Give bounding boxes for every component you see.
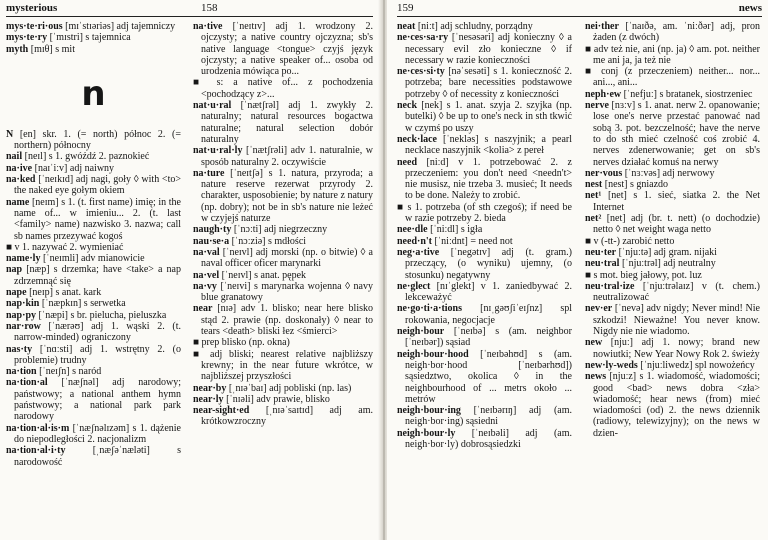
headword: na·vy xyxy=(193,280,217,292)
headword: near·ly xyxy=(193,393,224,405)
headword: nau·se·a xyxy=(193,235,230,247)
headword: neu·tral xyxy=(585,258,620,270)
dictionary-entry: nar·row [ˈnærəʊ] adj 1. wąski 2. (t. narrow-minded) ograniczony xyxy=(6,320,181,344)
headword: neigh·bour·hood xyxy=(397,348,469,360)
headword: na·tion·al·is·m xyxy=(6,422,70,434)
headword: neigh·bour·ly xyxy=(397,427,456,439)
headword: neph·ew xyxy=(585,88,622,100)
dictionary-entry: neigh·bour·ing [ˈneɪbərɪŋ] adj (am. neigh·bor·ing) sąsiedni xyxy=(397,405,572,428)
dictionary-entry: na·ked [ˈneɪkɪd] adj nagi, goły ◊ with <to> the naked eye gołym okiem xyxy=(6,174,181,197)
dictionary-entry: neat [niːt] adj schludny, porządny xyxy=(397,21,533,32)
headword: nar·row xyxy=(6,320,41,332)
dictionary-entry: na·ture [ˈneɪtʃə] s 1. natura, przyroda; a nature reserve rezerwat przyrody 2. charakter, usposobienie; by nature z natury (np. dobry); not be in sb's nature nie leżeć w czyjejś naturze xyxy=(193,167,373,225)
right-column-1 xyxy=(397,21,572,450)
dictionary-entry: na·ive [naɪˈiːv] adj naiwny xyxy=(6,162,115,174)
headword: naugh·ty xyxy=(193,224,232,236)
headword: na·ive xyxy=(6,162,33,174)
dictionary-entry: N [en] skr. 1. (= north) północ 2. (= northern) północny xyxy=(6,128,181,152)
headword: myth xyxy=(6,43,29,55)
dictionary-entry: nap [næp] s drzemka; have <take> a nap zdrzemnąć się xyxy=(6,264,181,287)
headword: near-sight·ed xyxy=(193,405,250,417)
dictionary-entry: ner·vous [ˈnɜːvəs] adj nerwowy xyxy=(585,167,715,179)
dictionary-entry: mys·te·ri·ous [mɪˈstɪəriəs] adj tajemniczy xyxy=(6,21,176,32)
dictionary-entry: near·ly [ˈnɪəli] adv prawie, blisko xyxy=(193,393,330,405)
headword: near·by xyxy=(193,382,227,394)
headword: nest xyxy=(585,179,603,191)
dictionary-entry: net¹ [net] s 1. sieć, siatka 2. the Net Internet xyxy=(585,190,760,213)
dictionary-entry: name·ly [ˈneɪmli] adv mianowicie xyxy=(6,253,145,265)
left-column-2 xyxy=(193,21,373,428)
dictionary-entry: na·vy [ˈneɪvi] s marynarka wojenna ◊ navy blue granatowy xyxy=(193,280,373,304)
dictionary-entry: nat·u·ral [ˈnætʃrəl] adj 1. zwykły 2. naturalny; natural resources bogactwa naturalne; natural selection dobór naturalny xyxy=(193,100,373,145)
dictionary-entry: ne·ces·sa·ry [ˈnesəsəri] adj konieczny ◊ a necessary evil zło konieczne ◊ if necessary w razie konieczności xyxy=(397,32,572,66)
dictionary-entry: nat·u·ral·ly [ˈnætʃrəli] adv 1. naturalnie, w sposób naturalny 2. oczywiście xyxy=(193,145,373,168)
headword: na·tive xyxy=(193,21,223,32)
headword: nap xyxy=(6,264,23,276)
headword: ne·glect xyxy=(397,280,431,292)
left-page xyxy=(0,0,381,540)
headword: nee·dle xyxy=(397,224,428,236)
dictionary-entry: name [neɪm] s 1. (t. first name) imię; in the name of... w imieniu... 2. (t. last <family> name) nazwisko 3. nazwa; call sb names przezywać kogoś xyxy=(6,196,181,242)
dictionary-entry: na·tion [ˈneɪʃn] s naród xyxy=(6,366,102,378)
left-guide-word: mysterious xyxy=(6,2,58,14)
dictionary-entry: near·by [ˌnɪəˈbaɪ] adj pobliski (np. las) xyxy=(193,382,352,394)
dictionary-entry: neg·a·tive [ˈnegətɪv] adj (t. gram.) przeczący, (o wyniku) ujemny, (o stosunku) negatywny xyxy=(397,246,572,281)
dictionary-entry: ■ conj (z przeczeniem) neither... nor... ani..., ani... xyxy=(585,66,760,89)
headword: neu·tral·ize xyxy=(585,280,635,292)
headword: net² xyxy=(585,213,602,225)
headword: neck·lace xyxy=(397,133,437,145)
dictionary-entry: neck [nek] s 1. anat. szyja 2. szyjka (np. butelki) ◊ be up to one's neck in sth tkwić w czymś po uszy xyxy=(397,100,572,134)
headword: na·ked xyxy=(6,174,36,186)
headword: N xyxy=(6,128,14,140)
headword: ne·go·ti·a·tions xyxy=(397,303,463,315)
dictionary-entry: neck·lace [ˈnekləs] s naszyjnik; a pearl necklace naszyjnik <kolia> z pereł xyxy=(397,133,572,157)
headword: need xyxy=(397,156,417,168)
headword: mys·te·ry xyxy=(6,32,48,44)
dictionary-entry: ne·ces·si·ty [nəˈsesəti] s 1. konieczność 2. potrzeba; bare necessities podstawowe potrzeby ◊ of necessity z konieczności xyxy=(397,66,572,100)
right-header-rule xyxy=(397,16,762,17)
dictionary-entry: need [niːd] v 1. potrzebować 2. z przeczeniem: you don't need <needn't> nie musisz, nie trzeba 3. musieć; It needs to be done. Należy to zrobić. xyxy=(397,156,572,202)
dictionary-entry: neigh·bour [ˈneɪbə] s (am. neighbor [ˈneɪbər]) sąsiad xyxy=(397,326,572,349)
dictionary-entry: nau·se·a [ˈnɔːziə] s mdłości xyxy=(193,235,307,247)
dictionary-entry: na·tion·al·i·ty [ˌnæʃəˈnæləti] s narodowość xyxy=(6,445,181,468)
dictionary-entry: nei·ther [ˈnaɪðə, am. ˈniːðər] adj, pron żaden (z dwóch) xyxy=(585,21,760,44)
headword: nev·er xyxy=(585,303,613,315)
dictionary-entry: ■ adv też nie, ani (np. ja) ◊ am. pot. neither me ani ja, ja też nie xyxy=(585,43,760,66)
dictionary-entry: nail [neɪl] s 1. gwóźdź 2. paznokieć xyxy=(6,151,150,163)
headword: neck xyxy=(397,100,417,112)
headword: neat xyxy=(397,21,416,32)
dictionary-entry: naugh·ty [ˈnɔːti] adj niegrzeczny xyxy=(193,224,328,236)
headword: near xyxy=(193,303,213,315)
dictionary-entry: mys·te·ry [ˈmɪstri] s tajemnica xyxy=(6,32,131,44)
section-letter-heading: n xyxy=(81,73,106,114)
headword: mys·te·ri·ous xyxy=(6,21,63,32)
dictionary-entry: ■ s 1. potrzeba (of sth czegoś); if need be w razie potrzeby 2. bieda xyxy=(397,201,572,225)
dictionary-entry: na·val [ˈneɪvl] adj morski (np. o bitwie) ◊ a naval officer oficer marynarki xyxy=(193,246,373,270)
headword: need·n't xyxy=(397,235,433,247)
dictionary-entry: na·tion·al [ˈnæʃnəl] adj narodowy; państwowy; a national anthem hymn państwowy; a national park park narodowy xyxy=(6,377,181,423)
headword: na·tion xyxy=(6,366,37,378)
dictionary-entry: neigh·bour·ly [ˈneɪbəli] adj (am. neigh·bor·ly) dobrosąsiedzki xyxy=(397,427,572,450)
headword: na·ture xyxy=(193,167,225,179)
dictionary-entry: na·tion·al·is·m [ˈnæʃnəlɪzəm] s 1. dążenie do niepodległości 2. nacjonalizm xyxy=(6,422,181,445)
headword: neigh·bour xyxy=(397,326,445,338)
dictionary-entry: ne·glect [nɪˈglekt] v 1. zaniedbywać 2. lekceważyć xyxy=(397,280,572,304)
dictionary-entry: ■ s mot. bieg jałowy, pot. luz xyxy=(585,269,702,281)
dictionary-entry: ne·go·ti·a·tions [nɪˌgəʊʃiˈeɪʃnz] spl rokowania, negocjacje xyxy=(397,303,572,326)
headword: ner·vous xyxy=(585,167,623,179)
headword: net¹ xyxy=(585,190,602,202)
headword: new xyxy=(585,337,603,349)
dictionary-entry: near [nɪə] adv 1. blisko; near here blisko stąd 2. prawie (np. doskonały) ◊ near to tears <death> bliski łez <śmierci> xyxy=(193,303,373,338)
dictionary-entry: nest [nest] s gniazdo xyxy=(585,179,669,191)
headword: na·tion·al·i·ty xyxy=(6,445,66,457)
dictionary-entry: nerve [nɜːv] s 1. anat. nerw 2. opanowanie; lose one's nerve przestać panować nad sobą 3. pot. bezczelność; have the nerve to do sth mieć czelność coś zrobić 4. nerves zdenerwowanie; get on sb's nerves działać komuś na nerwy xyxy=(585,100,760,168)
dictionary-entry: neph·ew [ˈnefjuː] s bratanek, siostrzeniec xyxy=(585,88,753,100)
headword: nei·ther xyxy=(585,21,619,32)
headword: ne·ces·sa·ry xyxy=(397,32,449,44)
headword: name xyxy=(6,196,30,208)
dictionary-entry: net² [net] adj (br. t. nett) (o dochodzie) netto ◊ net weight waga netto xyxy=(585,213,760,236)
headword: name·ly xyxy=(6,253,41,265)
headword: neg·a·tive xyxy=(397,246,440,258)
dictionary-entry: neu·tral·ize [ˈnjuːtrəlaɪz] v (t. chem.) neutralizować xyxy=(585,280,760,304)
dictionary-entry: na·tive [ˈneɪtɪv] adj 1. wrodzony 2. ojczysty; a native country ojczyzna; sb's native language <tongue> czyjś język ojczysty; a native speaker of... osoba od urodzenia mówiąca po... xyxy=(193,21,373,78)
headword: neigh·bour·ing xyxy=(397,405,461,417)
dictionary-entry: nap·py [ˈnæpi] s br. pielucha, pieluszka xyxy=(6,309,167,321)
headword: nat·u·ral·ly xyxy=(193,145,243,157)
headword: ne·ces·si·ty xyxy=(397,66,445,78)
headword: nape xyxy=(6,287,27,299)
dictionary-entry: neu·tral [ˈnjuːtrəl] adj neutralny xyxy=(585,258,716,270)
right-page xyxy=(387,0,768,540)
headword: neu·ter xyxy=(585,246,617,258)
dictionary-entry: ■ prep blisko (np. okna) xyxy=(193,337,290,349)
dictionary-entry: neu·ter [ˈnjuːtə] adj gram. nijaki xyxy=(585,246,717,258)
dictionary-entry: na·vel [ˈneɪvl] s anat. pępek xyxy=(193,269,307,281)
headword: nap·kin xyxy=(6,298,40,310)
headword: news xyxy=(585,371,607,383)
dictionary-entry: nap·kin [ˈnæpkɪn] s serwetka xyxy=(6,298,126,310)
right-page-number: 159 xyxy=(397,2,414,14)
headword: na·val xyxy=(193,246,220,258)
right-column-2 xyxy=(585,21,760,439)
headword: nap·py xyxy=(6,309,37,321)
dictionary-entry: nas·ty [ˈnɑːsti] adj 1. wstrętny 2. (o problemie) trudny xyxy=(6,343,181,366)
headword: nat·u·ral xyxy=(193,100,232,112)
dictionary-entry: nape [neɪp] s anat. kark xyxy=(6,287,102,299)
left-page-number: 158 xyxy=(201,2,218,14)
dictionary-entry: ■ v (-tt-) zarobić netto xyxy=(585,235,675,247)
dictionary-entry: nev·er [ˈnevə] adv nigdy; Never mind! Nie szkodzi! Nieważne! You never know. Nigdy nie nie wiadomo. xyxy=(585,303,760,338)
headword: na·tion·al xyxy=(6,377,48,389)
dictionary-entry: ■ adj bliski; nearest relative najbliższy krewny; in the near future wkrótce, w najbliższej przyszłości xyxy=(193,348,373,383)
headword: nerve xyxy=(585,100,609,112)
dictionary-entry: neigh·bour·hood [ˈneɪbəhʊd] s (am. neigh·bor·hood [ˈneɪbərhʊd]) sąsiedztwo, okolica ◊ in the neighbourhood of ... metrs około ... metrów xyxy=(397,348,572,405)
dictionary-entry: ■ v 1. nazywać 2. wymieniać xyxy=(6,241,124,253)
headword: nail xyxy=(6,151,23,163)
dictionary-entry: new·ly-weds [ˈnjuːliwedz] spl nowożeńcy xyxy=(585,359,755,371)
dictionary-entry: need·n't [ˈniːdnt] = need not xyxy=(397,235,513,247)
left-page-header xyxy=(6,2,373,16)
headword: new·ly-weds xyxy=(585,359,638,371)
dictionary-entry: myth [mɪθ] s mit xyxy=(6,43,75,55)
dictionary-entry: near-sight·ed [ˌnɪəˈsaɪtɪd] adj am. krótkowzroczny xyxy=(193,405,373,428)
right-page-header xyxy=(397,2,762,16)
headword: na·vel xyxy=(193,269,220,281)
dictionary-entry: new [njuː] adj 1. nowy; brand new nowiutki; New Year Nowy Rok 2. świeży xyxy=(585,337,760,360)
left-column-1 xyxy=(6,21,181,468)
left-header-rule xyxy=(6,16,373,17)
dictionary-entry: nee·dle [ˈniːdl] s igła xyxy=(397,224,483,236)
right-guide-word: news xyxy=(738,2,762,14)
dictionary-entry: ■ s: a native of... z pochodzenia <pochodzący z>... xyxy=(193,77,373,100)
dictionary-entry: news [njuːz] s 1. wiadomość, wiadomości; good <bad> news dobra <zła> wiadomość; hear news (from) mieć wiadomości (od) 2. the news dziennik (radiowy, telewizyjny); on the news w dzien- xyxy=(585,371,760,439)
headword: nas·ty xyxy=(6,343,33,355)
